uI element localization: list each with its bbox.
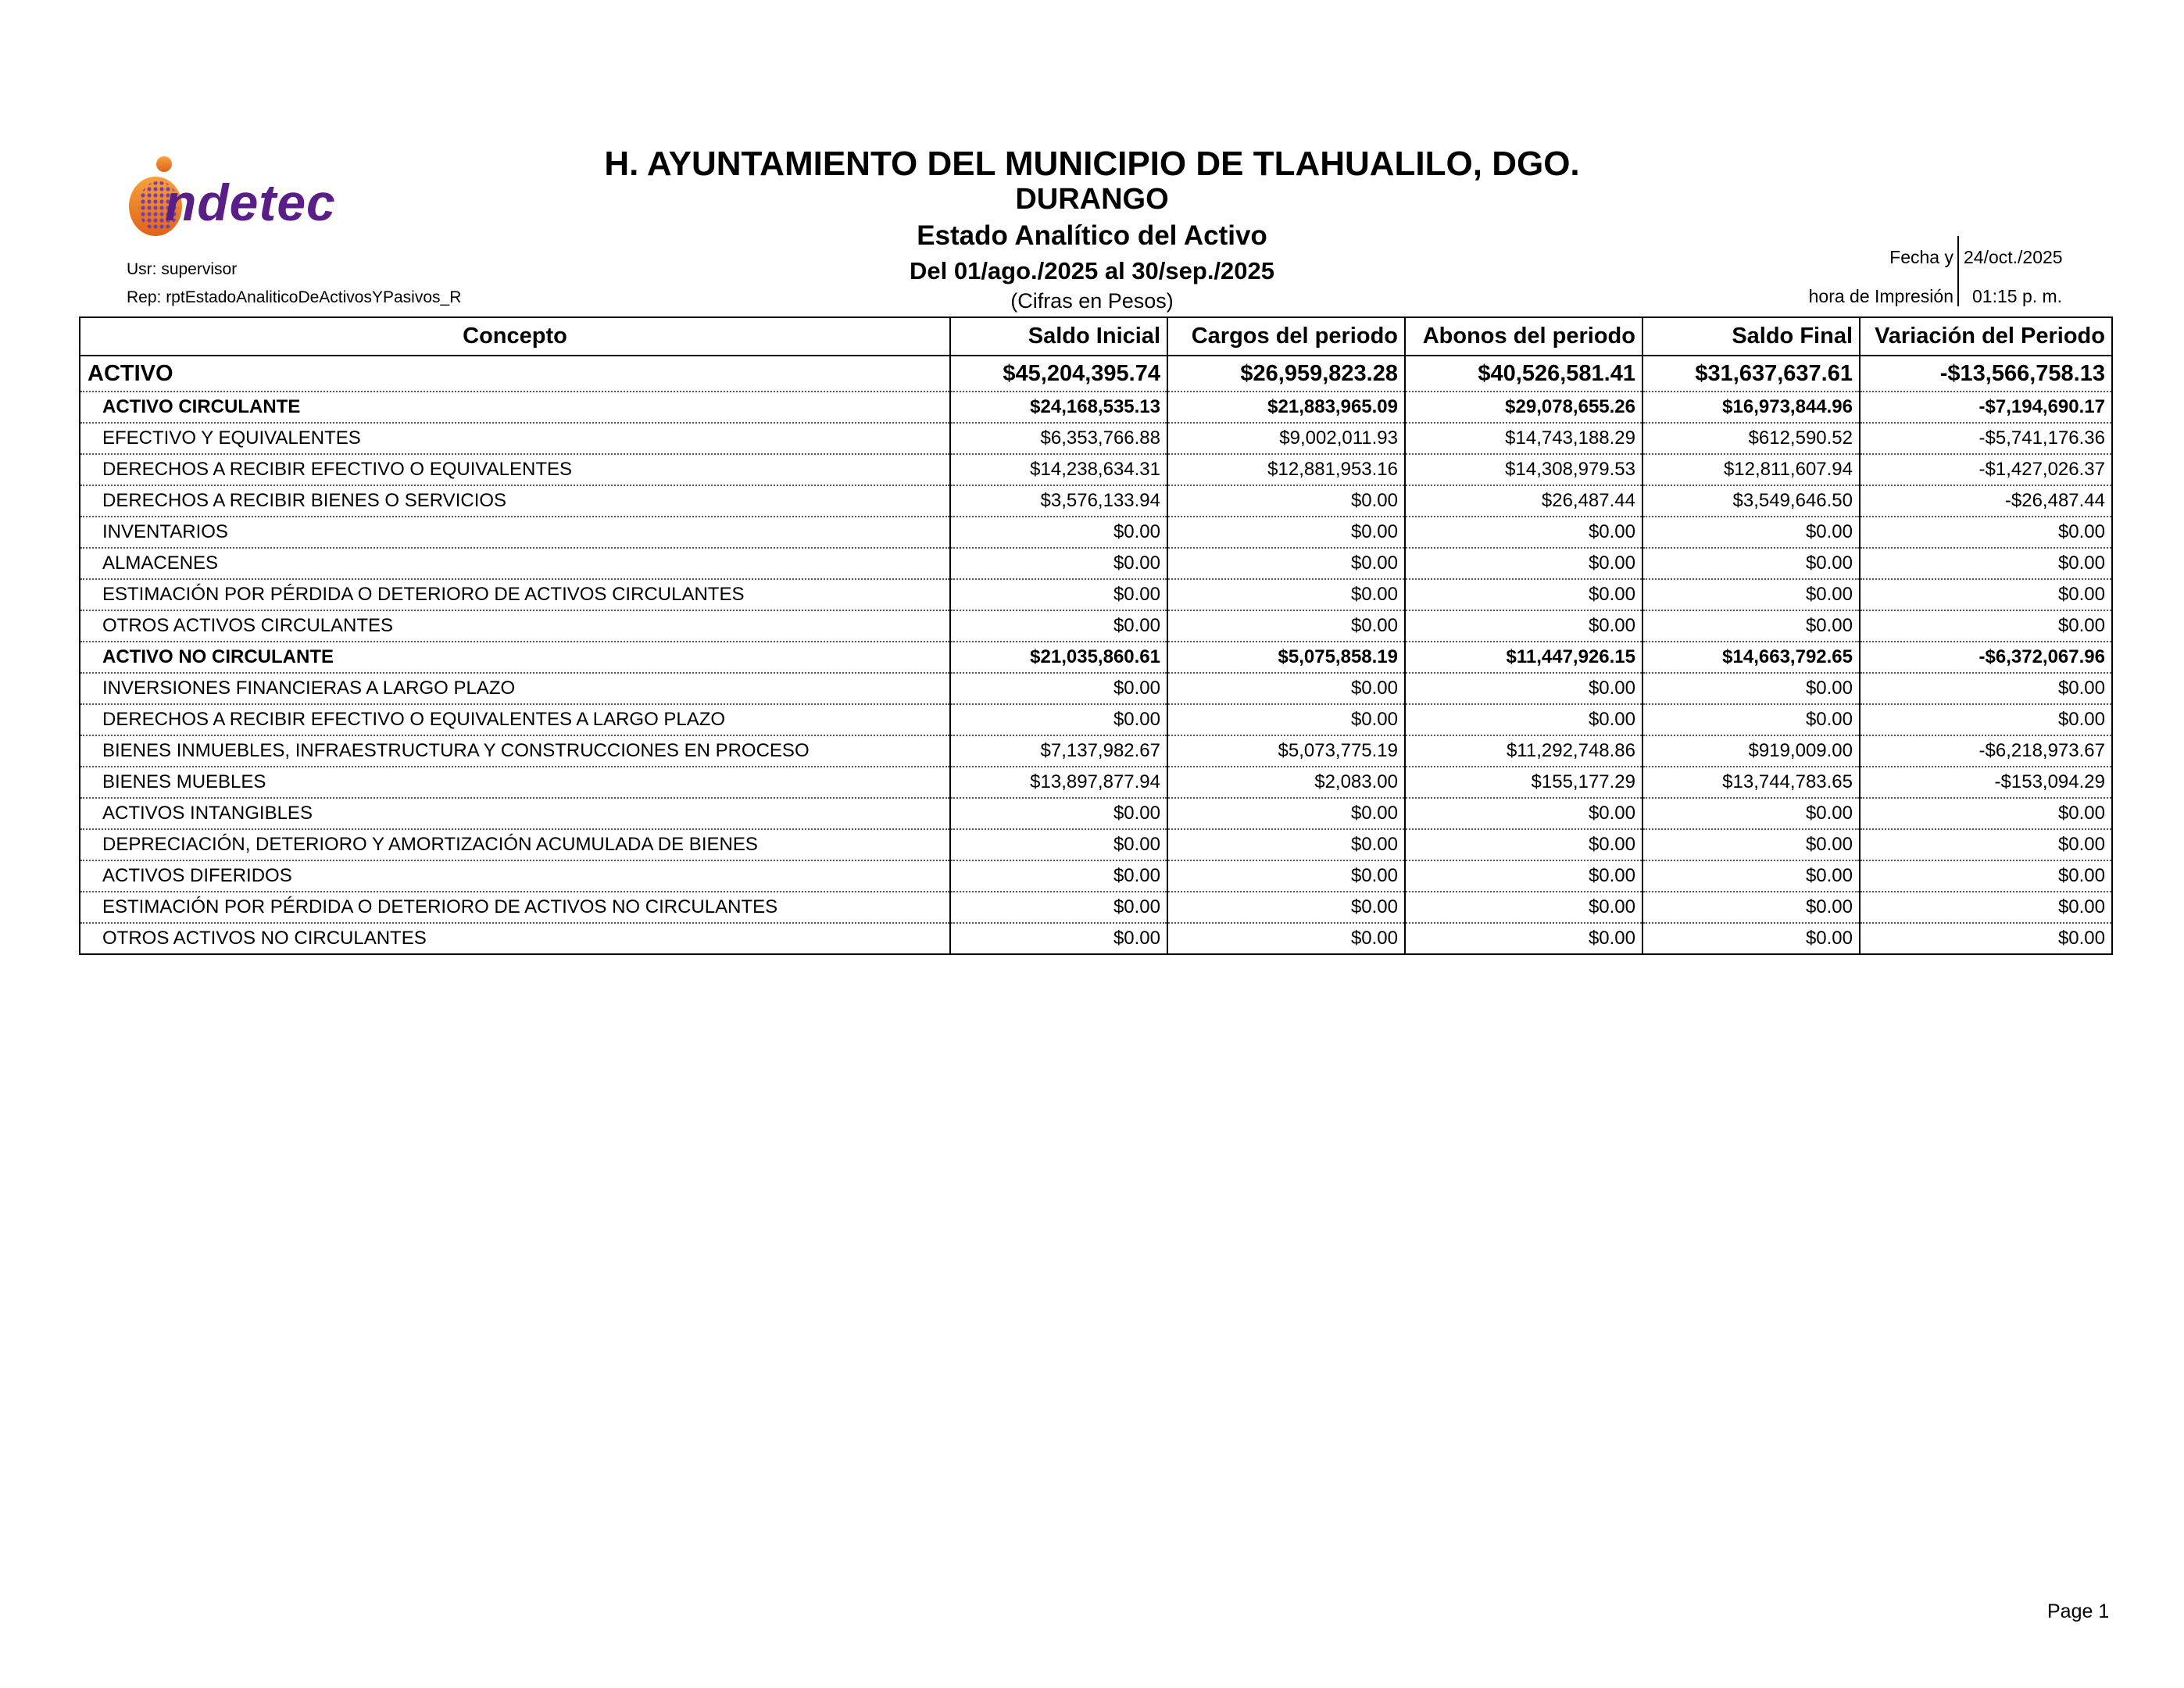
cell-saldo-inicial: $14,238,634.31 bbox=[950, 454, 1167, 485]
cell-variacion: $0.00 bbox=[1860, 610, 2112, 642]
assets-table bbox=[79, 316, 2113, 955]
cell-concepto: EFECTIVO Y EQUIVALENTES bbox=[80, 423, 950, 454]
cell-saldo-inicial: $13,897,877.94 bbox=[950, 767, 1167, 798]
column-header-cargos: Cargos del periodo bbox=[1167, 317, 1405, 356]
print-time-value: 01:15 p. m. bbox=[1972, 286, 2063, 306]
cell-abonos: $155,177.29 bbox=[1405, 767, 1642, 798]
cell-concepto: DERECHOS A RECIBIR BIENES O SERVICIOS bbox=[80, 485, 950, 517]
print-date-value: 24/oct./2025 bbox=[1964, 247, 2063, 267]
cell-concepto: ACTIVO NO CIRCULANTE bbox=[80, 642, 950, 673]
cell-saldo-inicial: $3,576,133.94 bbox=[950, 485, 1167, 517]
cell-variacion: -$13,566,758.13 bbox=[1860, 356, 2112, 392]
cell-concepto: ACTIVO CIRCULANTE bbox=[80, 392, 950, 423]
table-row bbox=[80, 642, 2112, 673]
report-id-label: Rep: rptEstadoAnaliticoDeActivosYPasivos_R bbox=[127, 288, 462, 306]
table-row bbox=[80, 485, 2112, 517]
print-time-label: hora de Impresión bbox=[1808, 286, 1953, 306]
table-row bbox=[80, 673, 2112, 704]
cell-concepto: ESTIMACIÓN POR PÉRDIDA O DETERIORO DE ACTIVOS NO CIRCULANTES bbox=[80, 892, 950, 923]
cell-variacion: $0.00 bbox=[1860, 548, 2112, 579]
cell-abonos: $11,292,748.86 bbox=[1405, 735, 1642, 767]
cell-saldo-inicial: $0.00 bbox=[950, 704, 1167, 735]
table-body bbox=[80, 356, 2112, 954]
cell-saldo-inicial: $0.00 bbox=[950, 673, 1167, 704]
cell-abonos: $0.00 bbox=[1405, 548, 1642, 579]
cell-cargos: $0.00 bbox=[1167, 485, 1405, 517]
cell-cargos: $0.00 bbox=[1167, 704, 1405, 735]
state-name: DURANGO bbox=[1015, 183, 1169, 216]
table-row bbox=[80, 454, 2112, 485]
cell-concepto: INVENTARIOS bbox=[80, 517, 950, 548]
cell-abonos: $26,487.44 bbox=[1405, 485, 1642, 517]
cell-cargos: $5,075,858.19 bbox=[1167, 642, 1405, 673]
cell-abonos: $0.00 bbox=[1405, 610, 1642, 642]
page-number: Page 1 bbox=[2047, 1600, 2110, 1622]
cell-variacion: $0.00 bbox=[1860, 798, 2112, 829]
cell-saldo-final: $0.00 bbox=[1642, 579, 1860, 610]
cell-cargos: $9,002,011.93 bbox=[1167, 423, 1405, 454]
table-row bbox=[80, 767, 2112, 798]
table-row bbox=[80, 392, 2112, 423]
cell-concepto: OTROS ACTIVOS NO CIRCULANTES bbox=[80, 923, 950, 954]
cell-variacion: $0.00 bbox=[1860, 704, 2112, 735]
cell-saldo-inicial: $21,035,860.61 bbox=[950, 642, 1167, 673]
cell-cargos: $0.00 bbox=[1167, 923, 1405, 954]
cell-saldo-final: $3,549,646.50 bbox=[1642, 485, 1860, 517]
cell-variacion: $0.00 bbox=[1860, 892, 2112, 923]
cell-concepto: DERECHOS A RECIBIR EFECTIVO O EQUIVALENTES bbox=[80, 454, 950, 485]
cell-saldo-final: $16,973,844.96 bbox=[1642, 392, 1860, 423]
cell-abonos: $0.00 bbox=[1405, 579, 1642, 610]
cell-concepto: ACTIVOS INTANGIBLES bbox=[80, 798, 950, 829]
table-row bbox=[80, 798, 2112, 829]
column-header-saldo-final: Saldo Final bbox=[1642, 317, 1860, 356]
column-header-concepto: Concepto bbox=[80, 317, 950, 356]
cell-variacion: $0.00 bbox=[1860, 673, 2112, 704]
date-divider bbox=[1957, 236, 1959, 306]
cell-variacion: -$6,218,973.67 bbox=[1860, 735, 2112, 767]
cell-cargos: $0.00 bbox=[1167, 798, 1405, 829]
cell-variacion: -$7,194,690.17 bbox=[1860, 392, 2112, 423]
table-row bbox=[80, 356, 2112, 392]
cell-variacion: $0.00 bbox=[1860, 579, 2112, 610]
cell-abonos: $40,526,581.41 bbox=[1405, 356, 1642, 392]
table-header-row bbox=[80, 317, 2112, 356]
cell-abonos: $0.00 bbox=[1405, 517, 1642, 548]
cell-variacion: -$6,372,067.96 bbox=[1860, 642, 2112, 673]
column-header-abonos: Abonos del periodo bbox=[1405, 317, 1642, 356]
cell-saldo-inicial: $7,137,982.67 bbox=[950, 735, 1167, 767]
cell-concepto: DEPRECIACIÓN, DETERIORO Y AMORTIZACIÓN ACUMULADA DE BIENES bbox=[80, 829, 950, 860]
cell-variacion: $0.00 bbox=[1860, 829, 2112, 860]
cell-concepto: ALMACENES bbox=[80, 548, 950, 579]
cell-variacion: $0.00 bbox=[1860, 923, 2112, 954]
table-row bbox=[80, 892, 2112, 923]
cell-saldo-final: $0.00 bbox=[1642, 673, 1860, 704]
cell-cargos: $5,073,775.19 bbox=[1167, 735, 1405, 767]
cell-concepto: BIENES INMUEBLES, INFRAESTRUCTURA Y CONSTRUCCIONES EN PROCESO bbox=[80, 735, 950, 767]
table-row bbox=[80, 548, 2112, 579]
cell-abonos: $0.00 bbox=[1405, 892, 1642, 923]
table-row bbox=[80, 704, 2112, 735]
table-row bbox=[80, 579, 2112, 610]
cell-saldo-inicial: $0.00 bbox=[950, 579, 1167, 610]
cell-concepto: ACTIVOS DIFERIDOS bbox=[80, 860, 950, 892]
cell-saldo-final: $14,663,792.65 bbox=[1642, 642, 1860, 673]
cell-saldo-final: $0.00 bbox=[1642, 798, 1860, 829]
report-name: Estado Analítico del Activo bbox=[917, 220, 1267, 251]
table-row bbox=[80, 860, 2112, 892]
cell-cargos: $0.00 bbox=[1167, 610, 1405, 642]
cell-variacion: -$1,427,026.37 bbox=[1860, 454, 2112, 485]
cell-saldo-final: $0.00 bbox=[1642, 517, 1860, 548]
cell-concepto: BIENES MUEBLES bbox=[80, 767, 950, 798]
cell-cargos: $0.00 bbox=[1167, 517, 1405, 548]
cell-saldo-inicial: $0.00 bbox=[950, 610, 1167, 642]
cell-saldo-inicial: $45,204,395.74 bbox=[950, 356, 1167, 392]
cell-saldo-final: $13,744,783.65 bbox=[1642, 767, 1860, 798]
cell-saldo-final: $0.00 bbox=[1642, 829, 1860, 860]
cell-saldo-final: $919,009.00 bbox=[1642, 735, 1860, 767]
cell-abonos: $0.00 bbox=[1405, 829, 1642, 860]
cell-saldo-final: $0.00 bbox=[1642, 923, 1860, 954]
cell-cargos: $2,083.00 bbox=[1167, 767, 1405, 798]
cell-saldo-final: $0.00 bbox=[1642, 860, 1860, 892]
table-row bbox=[80, 829, 2112, 860]
column-header-saldo-inicial: Saldo Inicial bbox=[950, 317, 1167, 356]
cell-saldo-inicial: $0.00 bbox=[950, 798, 1167, 829]
cell-variacion: -$5,741,176.36 bbox=[1860, 423, 2112, 454]
cell-cargos: $0.00 bbox=[1167, 548, 1405, 579]
cell-saldo-final: $0.00 bbox=[1642, 704, 1860, 735]
cell-abonos: $14,308,979.53 bbox=[1405, 454, 1642, 485]
column-header-variacion: Variación del Periodo bbox=[1860, 317, 2112, 356]
cell-abonos: $29,078,655.26 bbox=[1405, 392, 1642, 423]
cell-cargos: $0.00 bbox=[1167, 829, 1405, 860]
cell-saldo-final: $12,811,607.94 bbox=[1642, 454, 1860, 485]
table-row bbox=[80, 735, 2112, 767]
cell-saldo-final: $0.00 bbox=[1642, 892, 1860, 923]
cell-saldo-inicial: $6,353,766.88 bbox=[950, 423, 1167, 454]
table-row bbox=[80, 610, 2112, 642]
cell-cargos: $12,881,953.16 bbox=[1167, 454, 1405, 485]
table-row bbox=[80, 517, 2112, 548]
cell-saldo-final: $31,637,637.61 bbox=[1642, 356, 1860, 392]
cell-abonos: $14,743,188.29 bbox=[1405, 423, 1642, 454]
cell-cargos: $0.00 bbox=[1167, 892, 1405, 923]
cell-abonos: $0.00 bbox=[1405, 860, 1642, 892]
print-date-label: Fecha y bbox=[1889, 247, 1953, 267]
cell-concepto: ACTIVO bbox=[80, 356, 950, 392]
cell-saldo-final: $0.00 bbox=[1642, 610, 1860, 642]
cell-abonos: $0.00 bbox=[1405, 798, 1642, 829]
user-label: Usr: supervisor bbox=[127, 260, 238, 278]
cell-saldo-final: $612,590.52 bbox=[1642, 423, 1860, 454]
cell-variacion: $0.00 bbox=[1860, 860, 2112, 892]
cell-saldo-inicial: $0.00 bbox=[950, 923, 1167, 954]
cell-abonos: $0.00 bbox=[1405, 923, 1642, 954]
cell-concepto: OTROS ACTIVOS CIRCULANTES bbox=[80, 610, 950, 642]
cell-cargos: $0.00 bbox=[1167, 860, 1405, 892]
cell-variacion: -$26,487.44 bbox=[1860, 485, 2112, 517]
cell-saldo-final: $0.00 bbox=[1642, 548, 1860, 579]
table-row bbox=[80, 423, 2112, 454]
cell-abonos: $11,447,926.15 bbox=[1405, 642, 1642, 673]
report-units: (Cifras en Pesos) bbox=[1010, 289, 1174, 313]
table-row bbox=[80, 923, 2112, 954]
cell-saldo-inicial: $0.00 bbox=[950, 860, 1167, 892]
cell-cargos: $26,959,823.28 bbox=[1167, 356, 1405, 392]
cell-variacion: -$153,094.29 bbox=[1860, 767, 2112, 798]
cell-variacion: $0.00 bbox=[1860, 517, 2112, 548]
cell-abonos: $0.00 bbox=[1405, 673, 1642, 704]
cell-saldo-inicial: $0.00 bbox=[950, 892, 1167, 923]
cell-saldo-inicial: $0.00 bbox=[950, 517, 1167, 548]
report-title: H. AYUNTAMIENTO DEL MUNICIPIO DE TLAHUALILO, DGO. bbox=[604, 145, 1580, 183]
cell-concepto: INVERSIONES FINANCIERAS A LARGO PLAZO bbox=[80, 673, 950, 704]
cell-saldo-inicial: $24,168,535.13 bbox=[950, 392, 1167, 423]
cell-cargos: $0.00 bbox=[1167, 579, 1405, 610]
cell-saldo-inicial: $0.00 bbox=[950, 548, 1167, 579]
report-period: Del 01/ago./2025 al 30/sep./2025 bbox=[909, 257, 1275, 284]
cell-abonos: $0.00 bbox=[1405, 704, 1642, 735]
cell-concepto: DERECHOS A RECIBIR EFECTIVO O EQUIVALENTES A LARGO PLAZO bbox=[80, 704, 950, 735]
svg-text:ndetec: ndetec bbox=[165, 173, 336, 231]
cell-saldo-inicial: $0.00 bbox=[950, 829, 1167, 860]
cell-cargos: $21,883,965.09 bbox=[1167, 392, 1405, 423]
cell-concepto: ESTIMACIÓN POR PÉRDIDA O DETERIORO DE ACTIVOS CIRCULANTES bbox=[80, 579, 950, 610]
cell-cargos: $0.00 bbox=[1167, 673, 1405, 704]
